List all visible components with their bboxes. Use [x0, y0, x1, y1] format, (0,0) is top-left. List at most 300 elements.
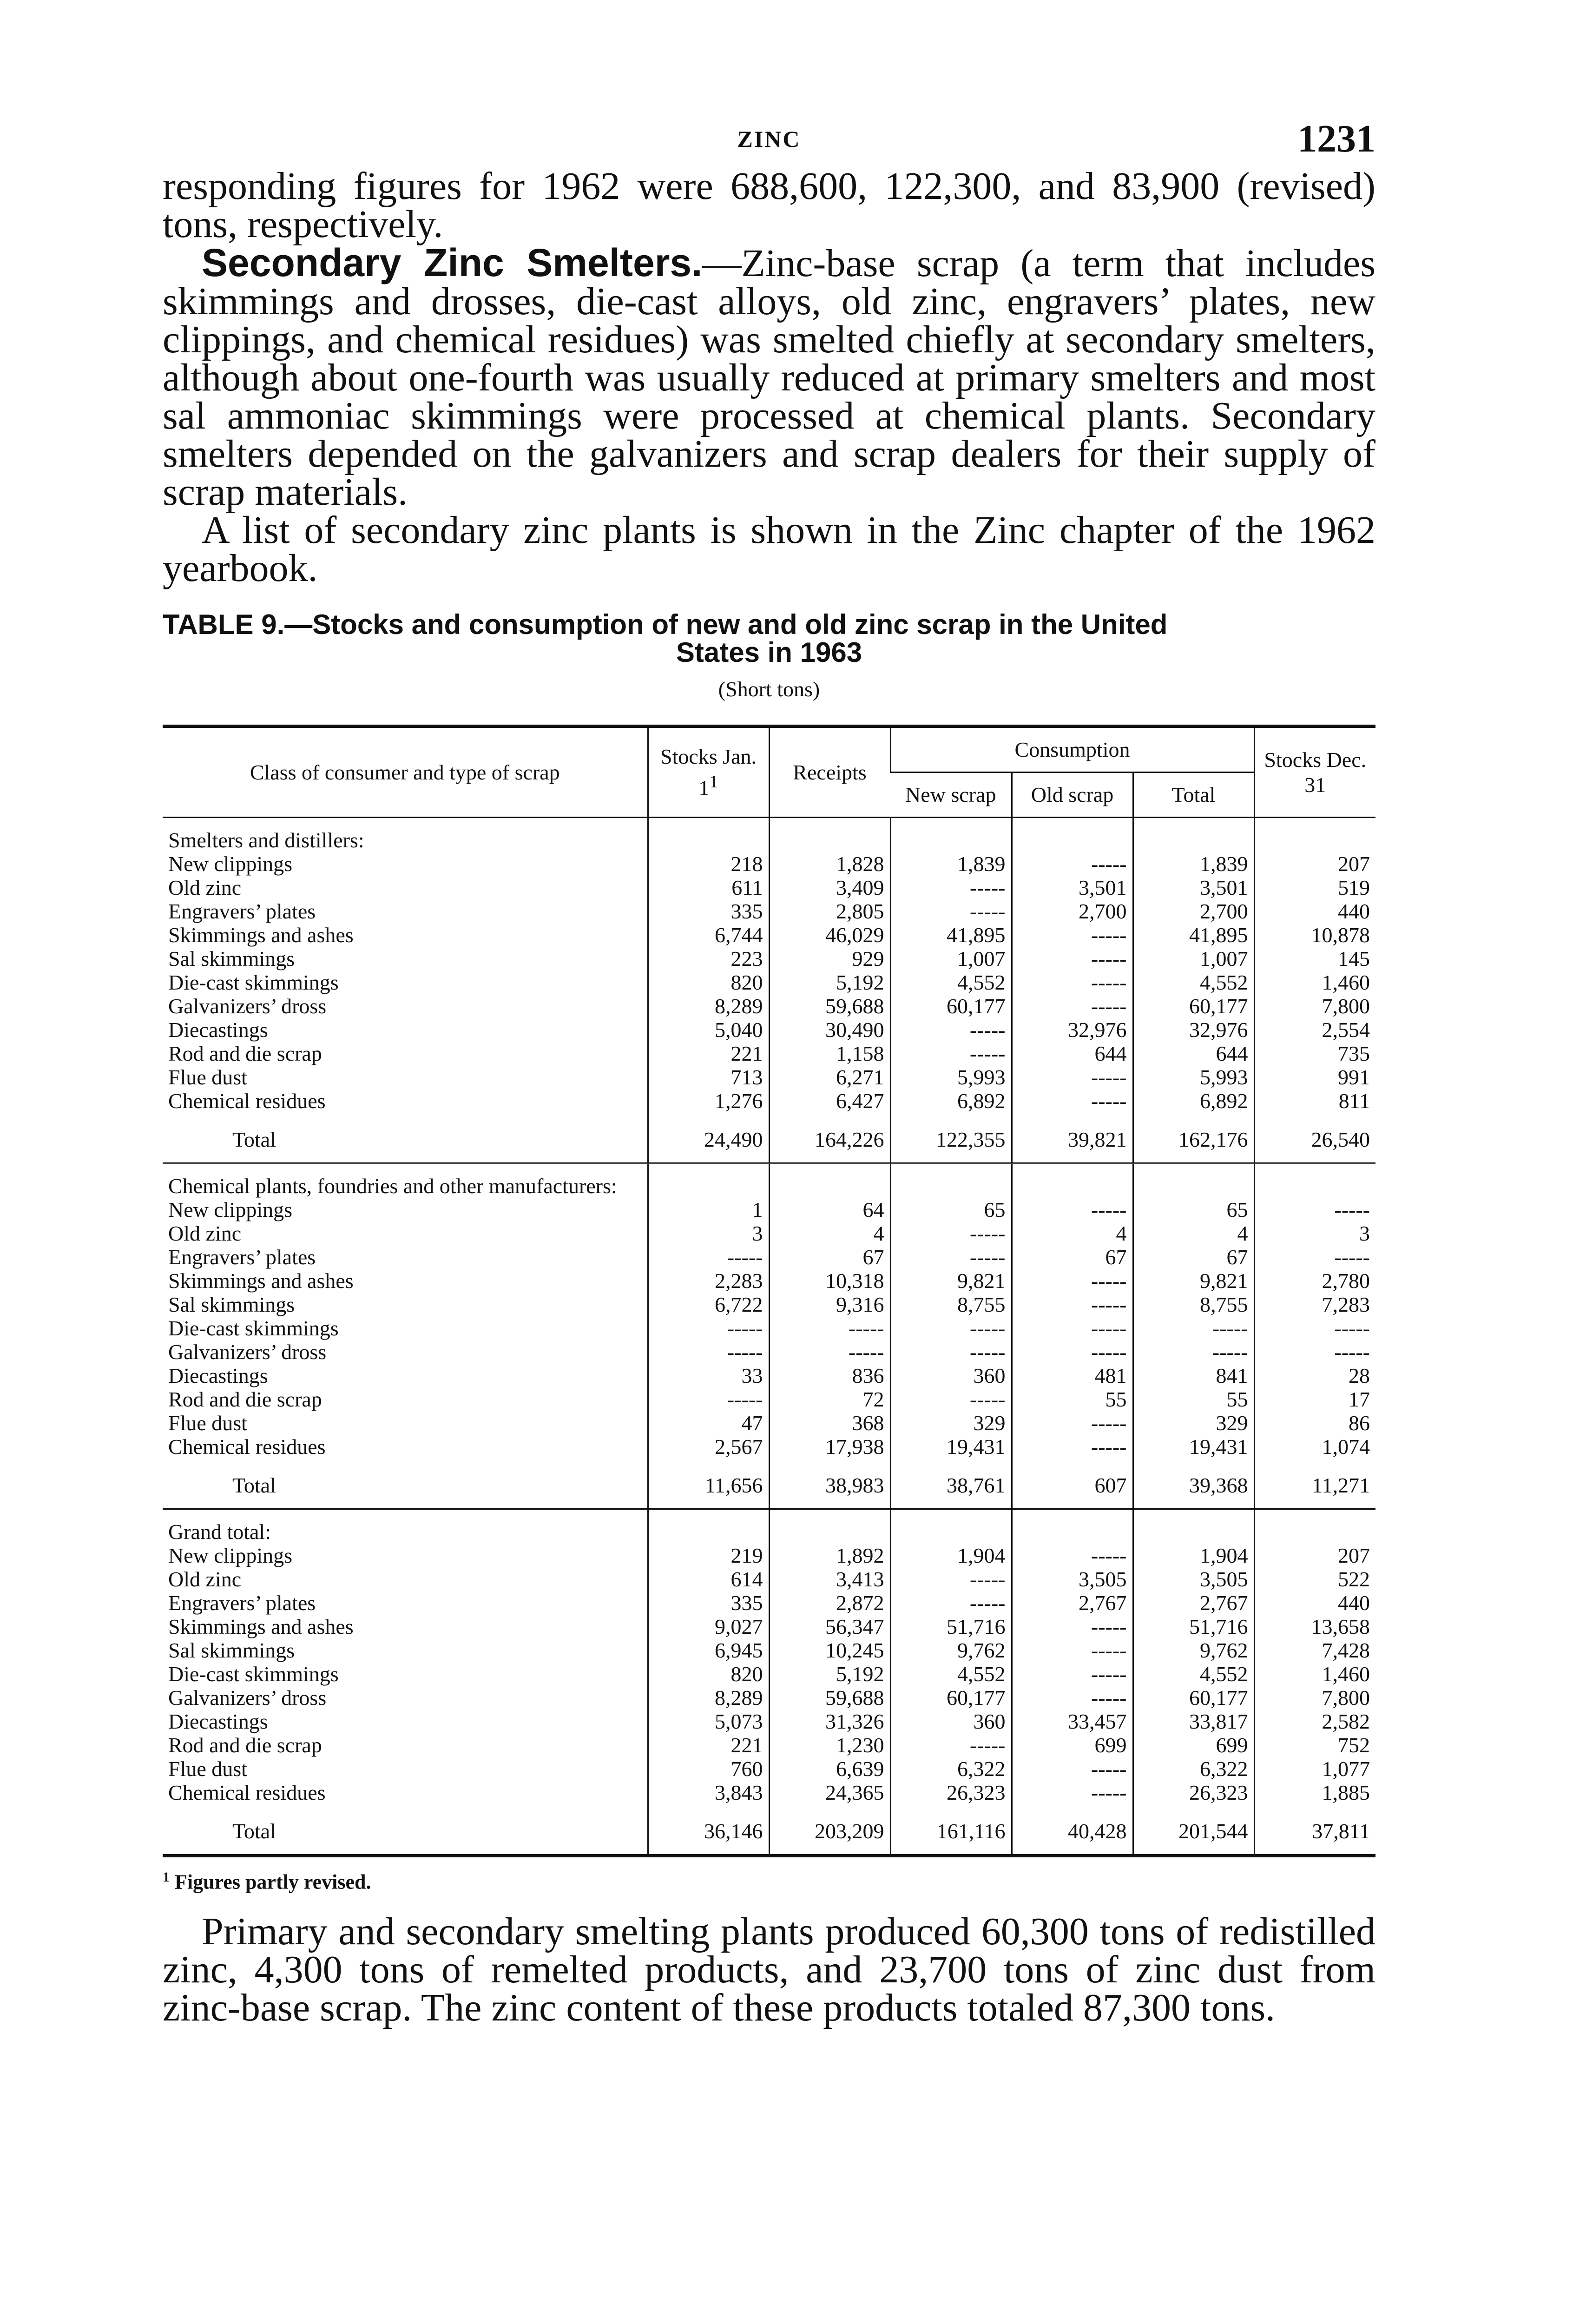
cell-new: -----: [890, 1245, 1012, 1269]
table-row: [163, 1435, 1375, 1459]
cell-stocks-dec: 86: [1254, 1411, 1375, 1435]
cell-receipts: 59,688: [769, 1686, 890, 1710]
header-receipts: Receipts: [769, 726, 890, 818]
cell-receipts: 59,688: [769, 994, 890, 1018]
cell-new: 26,323: [890, 1781, 1012, 1804]
row-label: New clippings: [168, 1198, 293, 1221]
cell-stocks-jan: -----: [648, 1340, 769, 1364]
row-label: Diecastings: [168, 1710, 268, 1733]
cell-receipts: 17,938: [769, 1435, 890, 1459]
cell-receipts: 24,365: [769, 1781, 890, 1804]
cell-old: -----: [1012, 1411, 1133, 1435]
empty-cell: [769, 818, 890, 852]
document-page: [163, 116, 1375, 2027]
row-label: Rod and die scrap: [168, 1042, 322, 1065]
cell-stocks-dec: 28: [1254, 1364, 1375, 1387]
cell-receipts: 3,413: [769, 1567, 890, 1591]
cell-stocks-dec: 2,780: [1254, 1269, 1375, 1293]
running-head: ZINC: [737, 126, 801, 152]
cell-total: 19,431: [1133, 1435, 1254, 1459]
header-new-scrap: New scrap: [890, 772, 1012, 818]
cell-new: -----: [890, 1591, 1012, 1615]
cell-total: 33,817: [1133, 1710, 1254, 1733]
cell-old: 2,700: [1012, 899, 1133, 923]
empty-cell: [769, 1804, 890, 1808]
total-receipts: 164,226: [769, 1116, 890, 1163]
cell-new: 4,552: [890, 971, 1012, 994]
cell-stocks-jan: 6,722: [648, 1293, 769, 1316]
cell-stocks-jan: 6,744: [648, 923, 769, 947]
cell-old: -----: [1012, 1544, 1133, 1567]
total-row: [163, 1808, 1375, 1856]
cell-total: 3,501: [1133, 876, 1254, 899]
spacer-row: [163, 1459, 1375, 1462]
cell-new: 360: [890, 1710, 1012, 1733]
cell-stocks-jan: 760: [648, 1757, 769, 1781]
cell-old: -----: [1012, 1089, 1133, 1113]
cell-stocks-dec: 440: [1254, 1591, 1375, 1615]
cell-stocks-dec: 207: [1254, 852, 1375, 876]
row-label: Die-cast skimmings: [168, 971, 339, 994]
cell-old: 481: [1012, 1364, 1133, 1387]
table-row: [163, 1065, 1375, 1089]
cell-new: 8,755: [890, 1293, 1012, 1316]
cell-stocks-jan: 1,276: [648, 1089, 769, 1113]
cell-total: 3,505: [1133, 1567, 1254, 1591]
total-total: 39,368: [1133, 1462, 1254, 1509]
cell-stocks-dec: 2,554: [1254, 1018, 1375, 1042]
cell-stocks-jan: 221: [648, 1733, 769, 1757]
empty-cell: [769, 1163, 890, 1198]
table-row: [163, 971, 1375, 994]
table-row: [163, 1340, 1375, 1364]
cell-total: -----: [1133, 1340, 1254, 1364]
cell-total: 32,976: [1133, 1018, 1254, 1042]
cell-receipts: -----: [769, 1316, 890, 1340]
cell-stocks-dec: 7,800: [1254, 1686, 1375, 1710]
table-row: [163, 1364, 1375, 1387]
cell-stocks-jan: -----: [648, 1387, 769, 1411]
table-row: [163, 876, 1375, 899]
cell-stocks-dec: 7,283: [1254, 1293, 1375, 1316]
empty-cell: [1254, 818, 1375, 852]
cell-total: 1,839: [1133, 852, 1254, 876]
empty-cell: [1133, 1804, 1254, 1808]
cell-receipts: 31,326: [769, 1710, 890, 1733]
cell-stocks-jan: 611: [648, 876, 769, 899]
cell-total: 699: [1133, 1733, 1254, 1757]
cell-stocks-jan: 9,027: [648, 1615, 769, 1638]
empty-cell: [769, 1113, 890, 1116]
cell-new: -----: [890, 1340, 1012, 1364]
empty-cell: [890, 1509, 1012, 1544]
table-caption: [163, 611, 1375, 667]
row-label: Old zinc: [168, 876, 242, 899]
cell-stocks-jan: 8,289: [648, 1686, 769, 1710]
cell-new: 60,177: [890, 1686, 1012, 1710]
cell-stocks-jan: 335: [648, 1591, 769, 1615]
table-caption-line1: TABLE 9.—Stocks and consumption of new and old zinc scrap in the United: [163, 609, 1168, 640]
cell-receipts: 6,427: [769, 1089, 890, 1113]
table-body: [163, 818, 1375, 1856]
cell-old: -----: [1012, 923, 1133, 947]
cell-receipts: 3,409: [769, 876, 890, 899]
cell-old: 33,457: [1012, 1710, 1133, 1733]
empty-cell: [648, 1163, 769, 1198]
cell-old: 3,501: [1012, 876, 1133, 899]
table-row: [163, 1221, 1375, 1245]
cell-old: -----: [1012, 1435, 1133, 1459]
row-label: Sal skimmings: [168, 1638, 295, 1662]
cell-total: 60,177: [1133, 1686, 1254, 1710]
cell-old: 699: [1012, 1733, 1133, 1757]
empty-cell: [1133, 1113, 1254, 1116]
cell-receipts: 72: [769, 1387, 890, 1411]
total-new: 38,761: [890, 1462, 1012, 1509]
cell-total: 841: [1133, 1364, 1254, 1387]
row-label: Die-cast skimmings: [168, 1662, 339, 1686]
empty-cell: [1133, 1163, 1254, 1198]
header-class: Class of consumer and type of scrap: [163, 726, 648, 818]
cell-old: -----: [1012, 1340, 1133, 1364]
cell-stocks-jan: 218: [648, 852, 769, 876]
cell-old: 3,505: [1012, 1567, 1133, 1591]
cell-stocks-dec: -----: [1254, 1245, 1375, 1269]
cell-receipts: 929: [769, 947, 890, 971]
cell-total: 1,007: [1133, 947, 1254, 971]
page-number: 1231: [1297, 117, 1375, 160]
cell-total: 4,552: [1133, 1662, 1254, 1686]
cell-stocks-dec: 207: [1254, 1544, 1375, 1567]
cell-new: -----: [890, 1042, 1012, 1065]
empty-cell: [1133, 1459, 1254, 1462]
cell-stocks-jan: 5,073: [648, 1710, 769, 1733]
total-new: 161,116: [890, 1808, 1012, 1856]
cell-stocks-jan: 820: [648, 1662, 769, 1686]
cell-new: 329: [890, 1411, 1012, 1435]
cell-new: -----: [890, 1221, 1012, 1245]
cell-stocks-dec: 811: [1254, 1089, 1375, 1113]
list-note-paragraph: A list of secondary zinc plants is shown in the Zinc chapter of the 1962 yearbook.: [163, 508, 1375, 590]
cell-old: -----: [1012, 1686, 1133, 1710]
cell-receipts: 56,347: [769, 1615, 890, 1638]
row-label: Flue dust: [168, 1065, 247, 1089]
table-row: [163, 1710, 1375, 1733]
empty-cell: [1254, 1804, 1375, 1808]
cell-receipts: 64: [769, 1198, 890, 1221]
cell-stocks-dec: 522: [1254, 1567, 1375, 1591]
empty-cell: [1133, 1509, 1254, 1544]
cell-new: 9,821: [890, 1269, 1012, 1293]
table-row: [163, 1638, 1375, 1662]
cell-total: 60,177: [1133, 994, 1254, 1018]
cell-total: 8,755: [1133, 1293, 1254, 1316]
cell-stocks-jan: -----: [648, 1316, 769, 1340]
cell-stocks-jan: 223: [648, 947, 769, 971]
cell-receipts: 67: [769, 1245, 890, 1269]
row-label: Old zinc: [168, 1221, 242, 1245]
cell-old: -----: [1012, 1316, 1133, 1340]
cell-stocks-jan: 219: [648, 1544, 769, 1567]
cell-total: 67: [1133, 1245, 1254, 1269]
table-row: [163, 923, 1375, 947]
cell-old: -----: [1012, 1293, 1133, 1316]
empty-cell: [163, 1459, 648, 1462]
spacer-row: [163, 1804, 1375, 1808]
cell-old: 2,767: [1012, 1591, 1133, 1615]
cell-new: 1,839: [890, 852, 1012, 876]
cell-stocks-jan: 5,040: [648, 1018, 769, 1042]
cell-old: -----: [1012, 994, 1133, 1018]
empty-cell: [1012, 1804, 1133, 1808]
cell-total: 9,762: [1133, 1638, 1254, 1662]
cell-stocks-dec: -----: [1254, 1198, 1375, 1221]
row-label: Sal skimmings: [168, 947, 295, 971]
cell-new: -----: [890, 899, 1012, 923]
cell-old: -----: [1012, 1757, 1133, 1781]
row-label: Rod and die scrap: [168, 1387, 322, 1411]
cell-new: 41,895: [890, 923, 1012, 947]
table-row: [163, 994, 1375, 1018]
cell-total: 26,323: [1133, 1781, 1254, 1804]
row-label: Old zinc: [168, 1567, 242, 1591]
cell-total: 4: [1133, 1221, 1254, 1245]
cell-total: 9,821: [1133, 1269, 1254, 1293]
empty-cell: [1133, 818, 1254, 852]
table-row: [163, 1198, 1375, 1221]
cell-stocks-dec: 1,460: [1254, 1662, 1375, 1686]
table-row: [163, 1733, 1375, 1757]
cell-total: 4,552: [1133, 971, 1254, 994]
scrap-table: [163, 725, 1375, 1857]
cell-stocks-dec: 145: [1254, 947, 1375, 971]
cell-new: -----: [890, 1733, 1012, 1757]
cell-receipts: 368: [769, 1411, 890, 1435]
empty-cell: [890, 1163, 1012, 1198]
empty-cell: [1012, 1113, 1133, 1116]
row-label: Skimmings and ashes: [168, 1615, 354, 1638]
continuation-paragraph: responding figures for 1962 were 688,600, 122,300, and 83,900 (revised) tons, respectively.: [163, 165, 1375, 246]
empty-cell: [890, 818, 1012, 852]
cell-old: 55: [1012, 1387, 1133, 1411]
cell-old: -----: [1012, 1662, 1133, 1686]
total-stocks-dec: 37,811: [1254, 1808, 1375, 1856]
cell-stocks-jan: 335: [648, 899, 769, 923]
cell-receipts: 5,192: [769, 971, 890, 994]
table-row: [163, 852, 1375, 876]
table-unit: (Short tons): [718, 677, 820, 701]
table-row: [163, 1042, 1375, 1065]
section-title: Secondary Zinc Smelters.: [202, 241, 703, 284]
closing-text: [163, 1909, 1375, 2029]
cell-receipts: 5,192: [769, 1662, 890, 1686]
row-label: Flue dust: [168, 1411, 247, 1435]
row-label: Skimmings and ashes: [168, 923, 354, 947]
total-row: [163, 1116, 1375, 1163]
empty-cell: [648, 1459, 769, 1462]
table-row: [163, 1293, 1375, 1316]
table-row: [163, 1411, 1375, 1435]
row-label: New clippings: [168, 852, 293, 876]
total-new: 122,355: [890, 1116, 1012, 1163]
row-label: Chemical residues: [168, 1089, 326, 1113]
cell-new: 4,552: [890, 1662, 1012, 1686]
cell-stocks-jan: 8,289: [648, 994, 769, 1018]
cell-total: 55: [1133, 1387, 1254, 1411]
cell-stocks-jan: 3: [648, 1221, 769, 1245]
cell-receipts: 1,230: [769, 1733, 890, 1757]
table-row: [163, 899, 1375, 923]
cell-stocks-dec: 2,582: [1254, 1710, 1375, 1733]
cell-old: -----: [1012, 1198, 1133, 1221]
table-row: [163, 1544, 1375, 1567]
cell-total: 1,904: [1133, 1544, 1254, 1567]
cell-old: 32,976: [1012, 1018, 1133, 1042]
cell-receipts: 2,805: [769, 899, 890, 923]
cell-total: 41,895: [1133, 923, 1254, 947]
cell-stocks-jan: 47: [648, 1411, 769, 1435]
cell-total: 65: [1133, 1198, 1254, 1221]
page-header: [163, 116, 1375, 167]
cell-total: 644: [1133, 1042, 1254, 1065]
empty-cell: [648, 818, 769, 852]
cell-old: -----: [1012, 971, 1133, 994]
table-row: [163, 1089, 1375, 1113]
intro-text: [163, 167, 1375, 588]
cell-receipts: 6,639: [769, 1757, 890, 1781]
cell-receipts: 836: [769, 1364, 890, 1387]
table-row: [163, 1757, 1375, 1781]
table-row: [163, 1387, 1375, 1411]
cell-old: -----: [1012, 1615, 1133, 1638]
footnote-ref: 1: [709, 772, 718, 792]
total-stocks-jan: 11,656: [648, 1462, 769, 1509]
row-label: Die-cast skimmings: [168, 1316, 339, 1340]
cell-new: 51,716: [890, 1615, 1012, 1638]
row-label: Engravers’ plates: [168, 899, 316, 923]
empty-cell: [1012, 1459, 1133, 1462]
row-label: Engravers’ plates: [168, 1591, 316, 1615]
cell-old: -----: [1012, 852, 1133, 876]
footnote-mark: 1: [163, 1869, 170, 1885]
empty-cell: [769, 1509, 890, 1544]
cell-receipts: 46,029: [769, 923, 890, 947]
cell-receipts: 1,828: [769, 852, 890, 876]
row-label: Sal skimmings: [168, 1293, 295, 1316]
cell-stocks-dec: 7,428: [1254, 1638, 1375, 1662]
cell-receipts: 1,158: [769, 1042, 890, 1065]
empty-cell: [1012, 1163, 1133, 1198]
total-receipts: 38,983: [769, 1462, 890, 1509]
empty-cell: [163, 1804, 648, 1808]
cell-receipts: 9,316: [769, 1293, 890, 1316]
row-label: Diecastings: [168, 1364, 268, 1387]
cell-old: -----: [1012, 947, 1133, 971]
cell-stocks-jan: 713: [648, 1065, 769, 1089]
cell-stocks-dec: 3: [1254, 1221, 1375, 1245]
table-row: [163, 1662, 1375, 1686]
cell-new: -----: [890, 1387, 1012, 1411]
empty-cell: [1012, 818, 1133, 852]
section-heading: Smelters and distillers:: [168, 828, 364, 852]
cell-stocks-dec: 440: [1254, 899, 1375, 923]
cell-new: 6,892: [890, 1089, 1012, 1113]
cell-stocks-jan: 1: [648, 1198, 769, 1221]
cell-stocks-dec: 519: [1254, 876, 1375, 899]
section-heading-row: [163, 818, 1375, 852]
header-stocks-jan: Stocks Jan. $1^1$: [648, 726, 769, 818]
total-total: 201,544: [1133, 1808, 1254, 1856]
cell-stocks-jan: 614: [648, 1567, 769, 1591]
cell-total: 2,767: [1133, 1591, 1254, 1615]
cell-receipts: 2,872: [769, 1591, 890, 1615]
cell-stocks-jan: 2,567: [648, 1435, 769, 1459]
total-label: Total: [163, 1116, 648, 1163]
row-label: Diecastings: [168, 1018, 268, 1042]
empty-cell: [1254, 1163, 1375, 1198]
cell-new: 9,762: [890, 1638, 1012, 1662]
section-paragraph: [163, 241, 1376, 514]
empty-cell: [648, 1113, 769, 1116]
cell-old: 4: [1012, 1221, 1133, 1245]
cell-stocks-dec: 1,460: [1254, 971, 1375, 994]
total-stocks-dec: 26,540: [1254, 1116, 1375, 1163]
cell-stocks-dec: 752: [1254, 1733, 1375, 1757]
row-label: Chemical residues: [168, 1435, 326, 1459]
cell-old: -----: [1012, 1781, 1133, 1804]
header-stocks-dec: Stocks Dec. 31: [1254, 726, 1375, 818]
table-caption-line2: States in 1963: [676, 637, 862, 668]
row-label: Galvanizers’ dross: [168, 994, 327, 1018]
cell-receipts: 30,490: [769, 1018, 890, 1042]
row-label: Engravers’ plates: [168, 1245, 316, 1269]
cell-stocks-dec: 7,800: [1254, 994, 1375, 1018]
table-row: [163, 1567, 1375, 1591]
cell-stocks-dec: 10,878: [1254, 923, 1375, 947]
cell-old: -----: [1012, 1269, 1133, 1293]
total-old: 607: [1012, 1462, 1133, 1509]
row-label: Flue dust: [168, 1757, 247, 1781]
cell-stocks-dec: -----: [1254, 1340, 1375, 1364]
table-footnote: [163, 1869, 1375, 1894]
cell-new: 6,322: [890, 1757, 1012, 1781]
cell-stocks-jan: 6,945: [648, 1638, 769, 1662]
header-consumption: Consumption: [890, 726, 1254, 772]
empty-cell: [1254, 1113, 1375, 1116]
row-label: Skimmings and ashes: [168, 1269, 354, 1293]
cell-new: -----: [890, 1018, 1012, 1042]
spacer-row: [163, 1113, 1375, 1116]
total-stocks-jan: 24,490: [648, 1116, 769, 1163]
cell-stocks-jan: 2,283: [648, 1269, 769, 1293]
closing-paragraph: Primary and secondary smelting plants produced 60,300 tons of redistilled zinc, 4,300 tons of remelted products, and 23,700 tons of zinc dust from zinc-base scrap. The zinc content of these products totaled 87,300 tons.: [163, 1909, 1375, 2029]
table-row: [163, 1245, 1375, 1269]
table-row: [163, 1316, 1375, 1340]
cell-stocks-jan: 33: [648, 1364, 769, 1387]
empty-cell: [1254, 1509, 1375, 1544]
total-label: Total: [163, 1462, 648, 1509]
section-heading: Chemical plants, foundries and other manufacturers:: [168, 1174, 617, 1198]
cell-total: 6,322: [1133, 1757, 1254, 1781]
section-heading: Grand total:: [168, 1520, 271, 1544]
cell-new: 1,904: [890, 1544, 1012, 1567]
empty-cell: [890, 1804, 1012, 1808]
empty-cell: [1254, 1459, 1375, 1462]
cell-stocks-dec: 1,885: [1254, 1781, 1375, 1804]
table-row: [163, 1781, 1375, 1804]
cell-receipts: 10,245: [769, 1638, 890, 1662]
total-receipts: 203,209: [769, 1808, 890, 1856]
